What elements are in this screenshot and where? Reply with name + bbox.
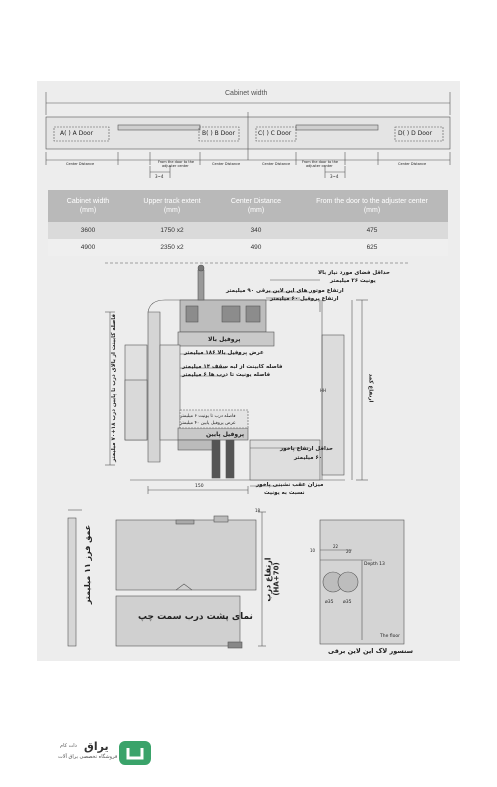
table-cell: 625 [296, 239, 448, 256]
table-cell: 340 [216, 222, 296, 239]
lower-gap-label: فاصله درب تا یونیت ۶ میلیمتر [180, 414, 236, 419]
dim-3-4-right: 3~4 [330, 174, 339, 179]
hh-label: HH [320, 388, 327, 393]
table-cell: 2350 x2 [128, 239, 216, 256]
table-row [48, 222, 448, 239]
door-height-formula: (HA+70) [272, 562, 281, 596]
door-height-label: ارتفاع درب [263, 557, 273, 602]
table-cell: 3600 [48, 222, 128, 239]
sensor-dim-10: 10 [310, 548, 316, 553]
recess-label-2: نسبت به یونیت [264, 490, 305, 496]
sensor-caption: سنسور لاک این لاین برقی [328, 647, 413, 655]
upper-profile-height-label: ارتفاع پروفیل ۶۰ میلیمتر [270, 296, 339, 302]
lower-profile-label: پروفیل پایین [206, 431, 245, 438]
door-b-label: B( ) B Door [202, 130, 236, 137]
upper-profile-label: پروفیل بالا [208, 336, 241, 343]
center-distance-label-3: Center Distance [262, 162, 291, 166]
gap-top-label: فاصله کابینت از لبه سقف ۱۴ میلیمتر [182, 364, 283, 370]
from-door-label-2: From the door to the [302, 160, 339, 164]
recess-label: میزان عقب نشینی پاخور [256, 482, 324, 488]
logo-domain: دات کام [60, 743, 77, 749]
logo-tagline: فروشگاه تخصصی یراق آلات [58, 754, 118, 760]
dim-150-label: 150 [195, 484, 204, 489]
lower-profile-width-label: عرض پروفیل پایین ۴۰ میلیمتر [180, 421, 236, 426]
back-view-label: نمای پشت درب سمت چپ [138, 612, 253, 622]
sensor-d35-left: ø35 [325, 600, 334, 605]
motor-height-label: ارتفاع موتور های این لاین برقی ۹۰ میلیمتر [226, 288, 344, 294]
center-distance-label-2: Center Distance [212, 162, 241, 166]
adjuster-center-label: adjuster center [162, 164, 189, 168]
upper-profile-width-label: عرض پروفیل بالا ۱۸۶ میلیمتر [184, 350, 264, 356]
logo-brand: یراق [84, 740, 109, 753]
table-header-row [48, 190, 448, 222]
table-cell: 475 [296, 222, 448, 239]
left-vertical-label: فاصله کابینت از بالای درب تا پایین درب ۱۸+۷۰ میلیمتر [110, 314, 117, 462]
header-adjuster: From the door to the adjuster center (mm) [296, 190, 448, 222]
header-cabinet-width: Cabinet width (mm) [48, 190, 128, 222]
from-door-label: From the door to the [158, 160, 195, 164]
right-vertical-label: ارتفاع کمد [367, 373, 374, 403]
door-c-label: C( ) C Door [258, 130, 292, 137]
top-min-label: حداقل فضای مورد نیاز بالا [318, 270, 390, 276]
table-cell: 490 [216, 239, 296, 256]
sensor-d35-right: ø35 [343, 600, 352, 605]
table-cell: 1750 x2 [128, 222, 216, 239]
table-cell: 4900 [48, 239, 128, 256]
bottom-min-label: حداقل ارتفاع پاخور [280, 446, 333, 452]
header-upper-track: Upper track extent (mm) [128, 190, 216, 222]
center-distance-label-4: Center Distance [398, 162, 427, 166]
dim-18-label: 18 [255, 508, 261, 513]
bottom-min-label-2: ۶۰ میلیمتر [294, 455, 323, 461]
door-views-diagram [0, 505, 497, 665]
sensor-floor-label: The floor [380, 634, 400, 639]
sensor-depth-label: Depth 13 [364, 562, 385, 567]
spec-table [48, 190, 448, 256]
logo-icon [118, 740, 152, 766]
dim-3-4-left: 3~4 [155, 174, 164, 179]
sensor-dim-22: 22 [333, 544, 339, 549]
adjuster-center-label-2: adjuster center [306, 164, 333, 168]
cabinet-width-label: Cabinet width [222, 90, 270, 97]
center-distance-label: Center Distance [66, 162, 95, 166]
header-center-distance: Center Distance (mm) [216, 190, 296, 222]
gap-door-label: فاصله یونیت تا درب ها ۶ میلیمتر [182, 372, 271, 378]
depth-label: عمق فرز ۱۱ میلیمتر [83, 524, 93, 605]
top-min-label-2: یونیت ۲۶ میلیمتر [330, 278, 376, 284]
sensor-dim-20: 20 [346, 549, 352, 554]
door-a-label: A( ) A Door [60, 130, 94, 137]
door-d-label: D( ) D Door [398, 130, 433, 137]
